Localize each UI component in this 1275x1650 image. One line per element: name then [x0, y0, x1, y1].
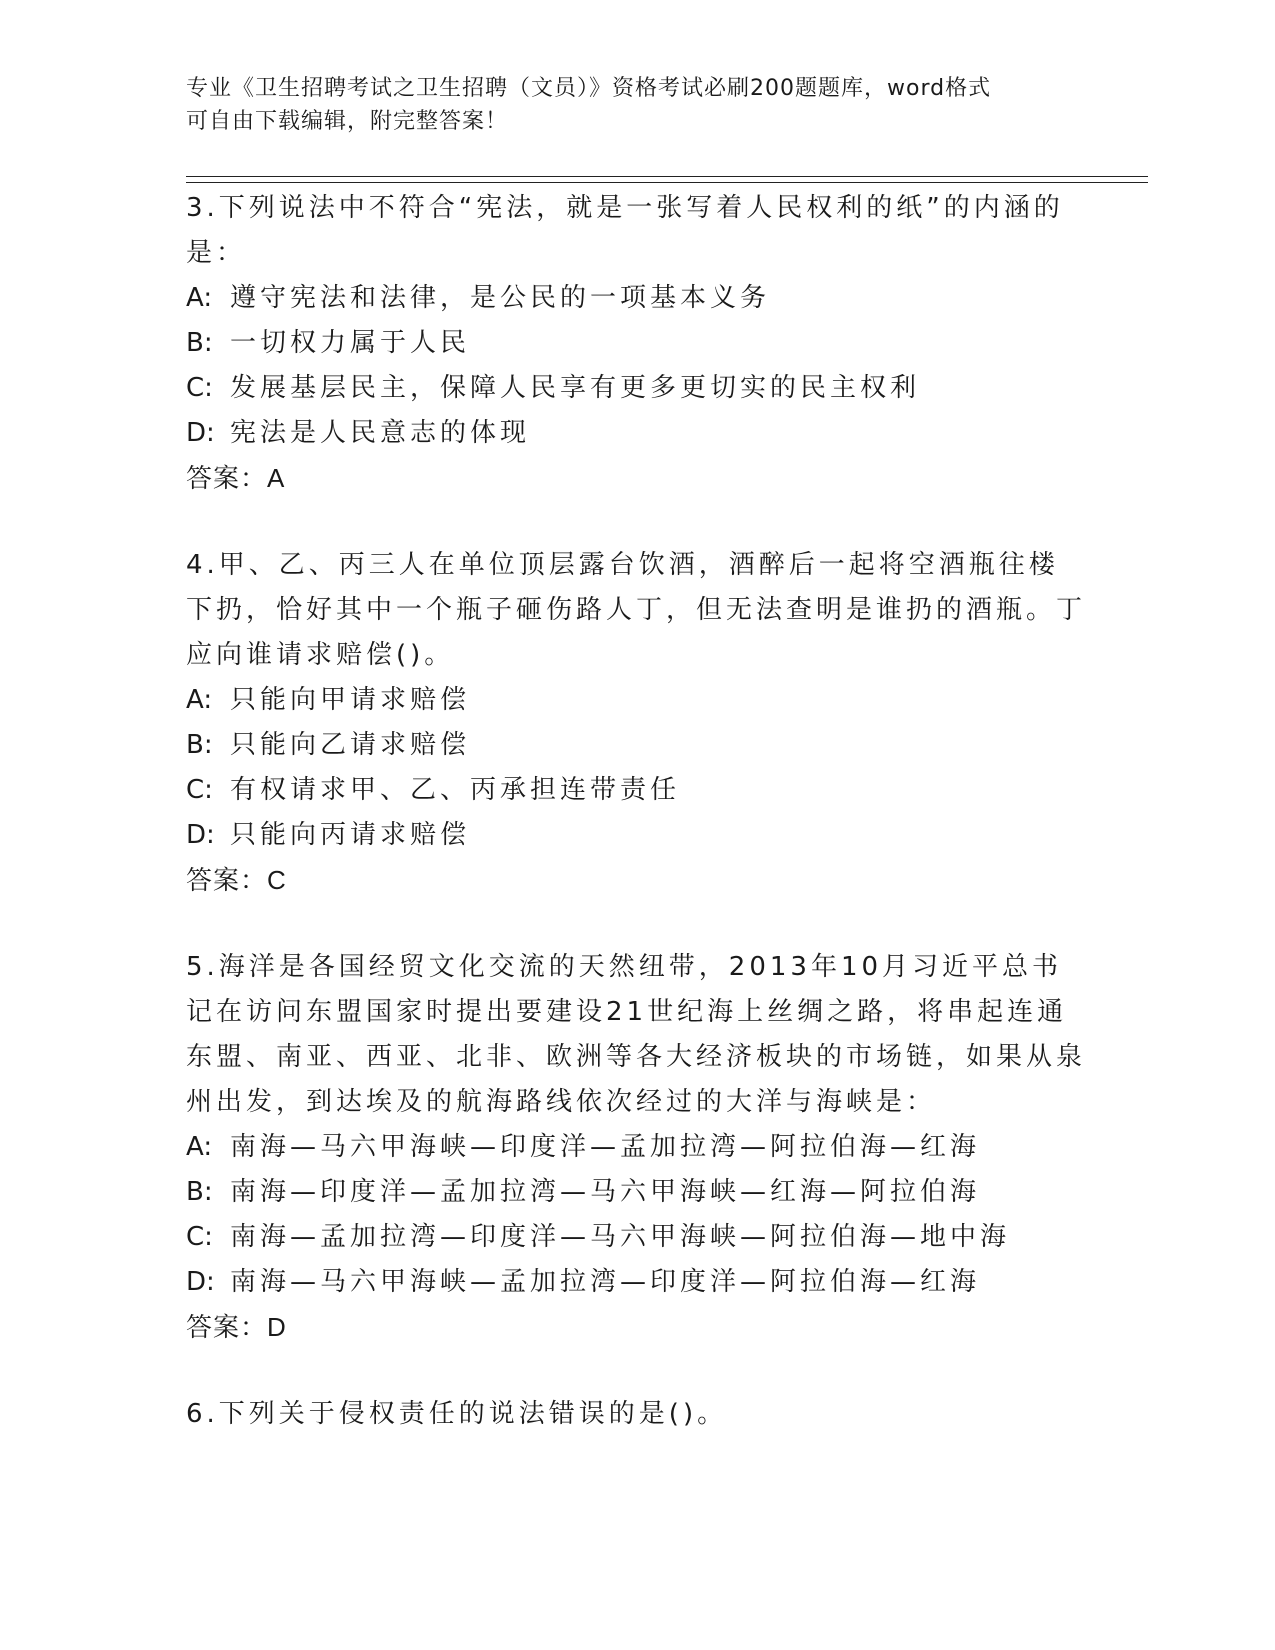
- question-5: [186, 945, 1086, 1350]
- document-header: [186, 72, 1086, 138]
- header-title-line1: 专业《卫生招聘考试之卫生招聘（文员）》资格考试必刷200题题库，word格式: [186, 76, 992, 101]
- option-c: [186, 366, 1086, 411]
- option-text: 一切权力属于人民: [230, 328, 471, 358]
- option-a: [186, 678, 1086, 723]
- option-key: A:: [186, 1132, 213, 1162]
- question-gap: [186, 501, 1086, 543]
- option-key: C:: [186, 1222, 213, 1252]
- option-text: 南海—马六甲海峡—印度洋—孟加拉湾—阿拉伯海—红海: [230, 1132, 981, 1162]
- header-divider-top: [186, 176, 1148, 177]
- question-3: [186, 186, 1086, 501]
- option-text: 南海—印度洋—孟加拉湾—马六甲海峡—红海—阿拉伯海: [230, 1177, 981, 1207]
- question-stem: 4.甲、乙、丙三人在单位顶层露台饮酒，酒醉后一起将空酒瓶往楼下扔，恰好其中一个瓶子砸伤路人丁，但无法查明是谁扔的酒瓶。丁应向谁请求赔偿()。: [186, 550, 1087, 670]
- option-c: [186, 1215, 1086, 1260]
- header-divider-bottom: [186, 182, 1148, 183]
- option-text: 宪法是人民意志的体现: [230, 418, 531, 448]
- option-a: [186, 276, 1086, 321]
- option-key: C:: [186, 373, 213, 403]
- option-key: D:: [186, 418, 215, 448]
- option-text: 南海—孟加拉湾—印度洋—马六甲海峡—阿拉伯海—地中海: [230, 1222, 1011, 1252]
- option-a: [186, 1125, 1086, 1170]
- question-6: [186, 1392, 1086, 1437]
- option-b: [186, 723, 1086, 768]
- option-key: D:: [186, 820, 215, 850]
- option-key: A:: [186, 685, 213, 715]
- option-text: 南海—马六甲海峡—孟加拉湾—印度洋—阿拉伯海—红海: [230, 1267, 981, 1297]
- question-gap: [186, 1350, 1086, 1392]
- option-text: 遵守宪法和法律，是公民的一项基本义务: [230, 283, 771, 313]
- question-list: [186, 186, 1086, 1437]
- option-key: B:: [186, 1177, 213, 1207]
- option-key: D:: [186, 1267, 215, 1297]
- option-key: A:: [186, 283, 213, 313]
- option-key: B:: [186, 328, 213, 358]
- option-key: B:: [186, 730, 213, 760]
- option-text: 有权请求甲、乙、丙承担连带责任: [230, 775, 681, 805]
- option-d: [186, 813, 1086, 858]
- question-4: [186, 543, 1086, 903]
- option-text: 只能向甲请求赔偿: [230, 685, 471, 715]
- option-text: 只能向乙请求赔偿: [230, 730, 471, 760]
- question-stem: 3.下列说法中不符合“宪法，就是一张写着人民权利的纸”的内涵的是：: [186, 193, 1064, 268]
- question-stem: 5.海洋是各国经贸文化交流的天然纽带，2013年10月习近平总书记在访问东盟国家时提出要建设21世纪海上丝绸之路，将串起连通东盟、南亚、西亚、北非、欧洲等各大经济板块的市场链，如果从泉州出发，到达埃及的航海路线依次经过的大洋与海峡是：: [186, 952, 1087, 1117]
- option-c: [186, 768, 1086, 813]
- option-d: [186, 411, 1086, 456]
- option-d: [186, 1260, 1086, 1305]
- option-text: 发展基层民主，保障人民享有更多更切实的民主权利: [230, 373, 921, 403]
- option-text: 只能向丙请求赔偿: [230, 820, 471, 850]
- answer-line: 答案：D: [186, 1312, 287, 1342]
- option-key: C:: [186, 775, 213, 805]
- option-b: [186, 321, 1086, 366]
- answer-line: 答案：C: [186, 865, 287, 895]
- question-stem: 6.下列关于侵权责任的说法错误的是()。: [186, 1399, 728, 1429]
- question-gap: [186, 903, 1086, 945]
- option-b: [186, 1170, 1086, 1215]
- header-title-line2: 可自由下载编辑，附完整答案！: [186, 109, 509, 134]
- answer-line: 答案：A: [186, 463, 286, 493]
